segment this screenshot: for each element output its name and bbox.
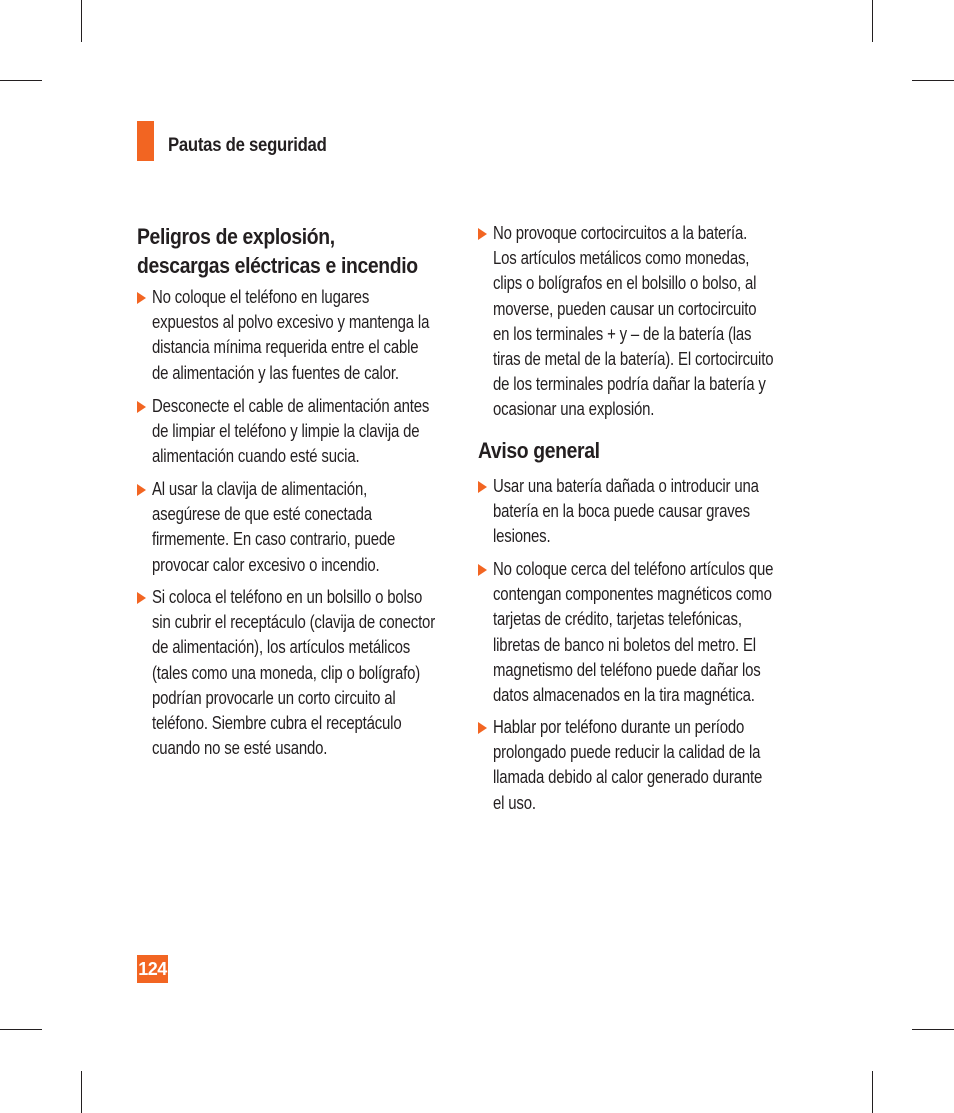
left-heading-line1: Peligros de explosión,: [137, 224, 335, 249]
list-item-text: No coloque el teléfono en lugares expuestos al polvo excesivo y mantenga la distancia mínima requerida entre el cable de alimentación y las fuentes de calor.: [152, 287, 430, 383]
bullet-arrow-icon: [478, 481, 487, 493]
list-item-text: Desconecte el cable de alimentación antes de limpiar el teléfono y limpie la clavija de alimentación cuando esté sucia.: [152, 396, 430, 467]
crop-mark-bottom-right-vertical: [872, 1071, 873, 1113]
bullet-arrow-icon: [137, 401, 146, 413]
bullet-arrow-icon: [137, 292, 146, 304]
list-item-text: Si coloca el teléfono en un bolsillo o bolso sin cubrir el receptáculo (clavija de conector de alimentación), los artículos metálicos (tales como una moneda, clip o bolígrafo) podrían provocarle un corto circuito al teléfono. Siembre cubra el receptáculo cuando no se esté usando.: [152, 587, 436, 759]
bullet-arrow-icon: [478, 228, 487, 240]
list-item-text: Al usar la clavija de alimentación, asegúrese de que esté conectada firmemente. En caso contrario, puede provocar calor excesivo o incendio.: [152, 479, 396, 575]
section-marker: [137, 121, 154, 161]
bullet-arrow-icon: [137, 592, 146, 604]
list-item-text: Hablar por teléfono durante un período prolongado puede reducir la calidad de la llamada debido al calor generado durante el uso.: [493, 717, 763, 813]
crop-mark-top-left-horizontal: [0, 80, 42, 81]
bullet-arrow-icon: [137, 484, 146, 496]
crop-mark-top-right-horizontal: [912, 80, 954, 81]
page-number: 124: [137, 955, 168, 983]
bullet-arrow-icon: [478, 722, 487, 734]
list-item-text: Usar una batería dañada o introducir una batería en la boca puede causar graves lesiones.: [493, 476, 759, 547]
crop-mark-bottom-left-horizontal: [0, 1029, 42, 1030]
left-heading-line2: descargas eléctricas e incendio: [137, 253, 418, 278]
list-item-text: No provoque cortocircuitos a la batería. Los artículos metálicos como monedas, clips o bolígrafos en el bolsillo o bolso, al moverse, pueden causar un cortocircuito en los terminales + y – de la batería (las tiras de metal de la batería). El cortocircuito de los terminales podría dañar la batería y ocasionar una explosión.: [493, 223, 774, 420]
list-item-text: No coloque cerca del teléfono artículos que contengan componentes magnéticos como tarjetas de crédito, tarjetas telefónicas, libretas de banco ni boletos del metro. El magnetismo del teléfono puede dañar los datos almacenados en la tira magnética.: [493, 559, 774, 706]
crop-mark-bottom-right-horizontal: [912, 1029, 954, 1030]
right-heading: Aviso general: [478, 438, 600, 463]
bullet-arrow-icon: [478, 564, 487, 576]
crop-mark-top-left-vertical: [81, 0, 82, 42]
section-title: Pautas de seguridad: [168, 135, 327, 156]
crop-mark-bottom-left-vertical: [81, 1071, 82, 1113]
crop-mark-top-right-vertical: [872, 0, 873, 42]
